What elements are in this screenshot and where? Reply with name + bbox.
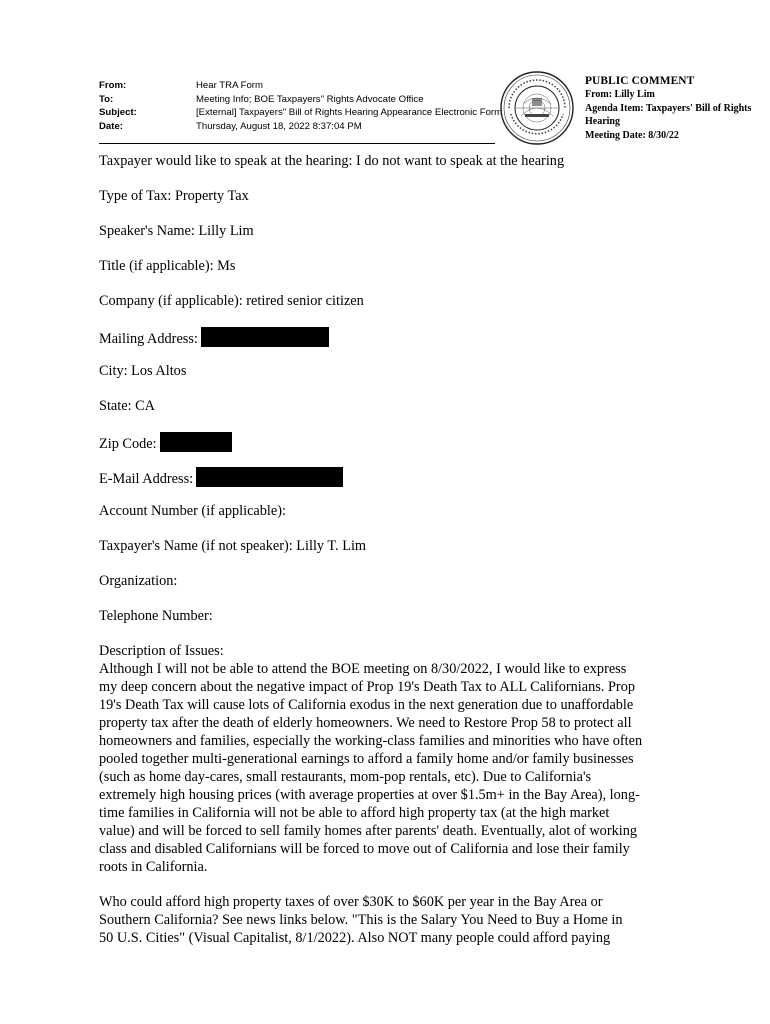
stamp-from: From: Lilly Lim — [585, 89, 655, 101]
text-line: homeowners and families, especially the working-class families and minorities who have often — [99, 733, 643, 749]
header-label-to: To: — [99, 93, 114, 105]
field-speak: Taxpayer would like to speak at the hearing: I do not want to speak at the hearing — [99, 153, 565, 169]
text-line: (such as home day-cares, small restaurants, mom-pop rentals, etc). Due to California's — [99, 769, 592, 785]
field-tax-type: Type of Tax: Property Tax — [99, 188, 249, 204]
stamp-agenda-item-cont: Hearing — [585, 116, 620, 128]
text-line: my deep concern about the negative impact of Prop 19's Death Tax to ALL Californians. Prop — [99, 679, 635, 695]
mailing-address-label: Mailing Address: — [99, 331, 198, 347]
header-divider — [99, 143, 495, 144]
field-mailing-address — [99, 327, 679, 345]
field-title: Title (if applicable): Ms — [99, 258, 236, 274]
redaction-bar — [201, 327, 329, 347]
text-line: pooled together multi-generational earnings to afford a family home and/or family businesses — [99, 751, 634, 767]
form-body — [99, 152, 679, 964]
header-label-from: From: — [99, 80, 127, 91]
field-email — [99, 467, 679, 485]
text-line: Southern California? See news links below. "This is the Salary You Need to Buy a Home in — [99, 912, 623, 928]
text-line: extremely high housing prices (with average properties at over $1.5m+ in the Bay Area), long- — [99, 787, 640, 803]
text-line: Although I will not be able to attend the BOE meeting on 8/30/2022, I would like to express — [99, 661, 627, 677]
text-line: time families in California will not be able to afford high property tax (at the high market — [99, 805, 610, 821]
text-line: property tax after the death of elderly homeowners. We need to Restore Prop 58 to protect all — [99, 715, 632, 731]
header-value-subject: [External] Taxpayers" Bill of Rights Hearing Appearance Electronic Form — [196, 107, 503, 119]
field-city: City: Los Altos — [99, 363, 187, 379]
header-value-from: Hear TRA Form — [196, 80, 263, 91]
stamp-title: PUBLIC COMMENT — [585, 75, 695, 87]
text-line: 19's Death Tax will cause lots of California exodus in the next generation due to unaffordable — [99, 697, 634, 713]
text-line: class and disabled Californians will be forced to move out of California and lose their family — [99, 841, 630, 857]
text-line: value) and will be forced to sell family homes after parents' death. Eventually, alot of working — [99, 823, 638, 839]
stamp-meeting-date: Meeting Date: 8/30/22 — [585, 129, 679, 141]
field-state: State: CA — [99, 398, 155, 414]
redaction-bar — [196, 467, 343, 487]
header-value-date: Thursday, August 18, 2022 8:37:04 PM — [196, 120, 362, 132]
field-taxpayer-name: Taxpayer's Name (if not speaker): Lilly T. Lim — [99, 538, 367, 554]
description-paragraph-2 — [99, 893, 679, 947]
field-company: Company (if applicable): retired senior citizen — [99, 293, 364, 309]
field-organization: Organization: — [99, 573, 178, 589]
board-seal-icon — [499, 70, 575, 146]
zip-label: Zip Code: — [99, 436, 157, 452]
header-value-to: Meeting Info; BOE Taxpayers" Rights Advocate Office — [196, 93, 424, 105]
field-account: Account Number (if applicable): — [99, 503, 286, 519]
description-section — [99, 642, 679, 947]
description-heading: Description of Issues: — [99, 643, 224, 659]
text-line: Who could afford high property taxes of over $30K to $60K per year in the Bay Area or — [99, 894, 603, 910]
stamp-agenda-item: Agenda Item: Taxpayers' Bill of Rights — [585, 102, 752, 114]
email-header-values — [196, 79, 502, 133]
public-comment-stamp — [585, 75, 765, 142]
header-label-subject: Subject: — [99, 107, 137, 119]
description-paragraph-1 — [99, 660, 679, 876]
header-label-date: Date: — [99, 120, 123, 132]
field-telephone: Telephone Number: — [99, 608, 213, 624]
field-speaker-name: Speaker's Name: Lilly Lim — [99, 223, 254, 239]
text-line: roots in California. — [99, 859, 208, 875]
field-zip — [99, 432, 679, 450]
redaction-bar — [160, 432, 232, 452]
text-line: 50 U.S. Cities" (Visual Capitalist, 8/1/2022). Also NOT many people could afford paying — [99, 930, 611, 946]
email-label: E-Mail Address: — [99, 471, 194, 487]
email-header-labels — [99, 79, 137, 133]
